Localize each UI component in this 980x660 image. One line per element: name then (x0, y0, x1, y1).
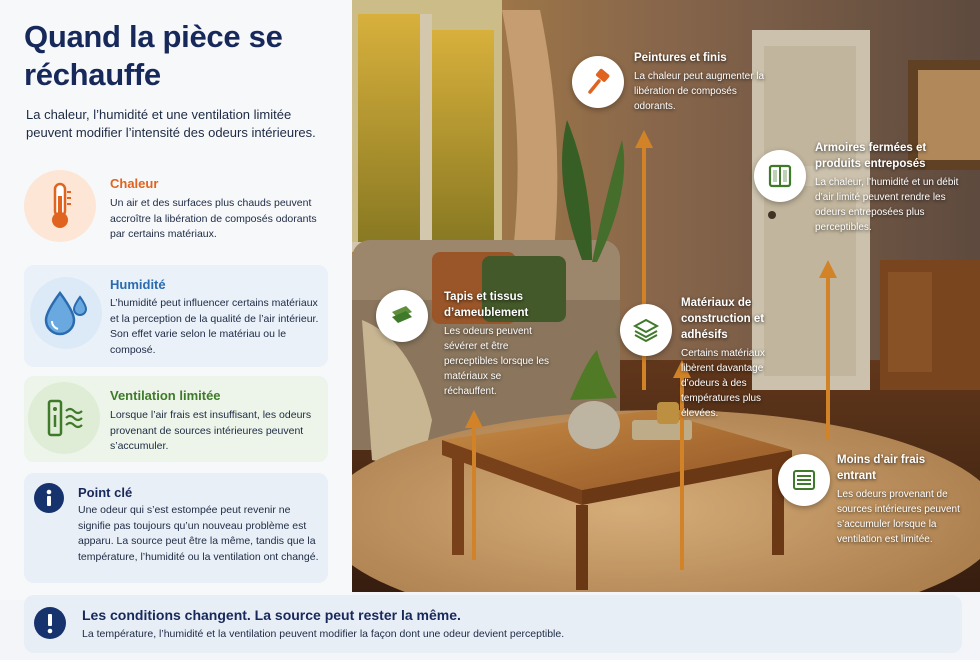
label-materials-title: Matériaux de construction et adhésifs (681, 297, 765, 341)
key-point-card (24, 473, 328, 583)
label-materials (681, 295, 797, 421)
label-fresh-air (837, 452, 961, 547)
label-fabrics (444, 289, 556, 399)
heat-title: Chaleur (110, 176, 159, 191)
label-paints-title: Peintures et finis (634, 52, 727, 64)
vent-grille-icon (778, 454, 830, 506)
label-fresh-air-title: Moins d’air frais entrant (837, 454, 926, 482)
label-paints-text: La chaleur peut augmenter la libération de composés odorants. (634, 71, 765, 112)
label-paints (634, 50, 774, 114)
label-cabinets (815, 140, 965, 235)
left-panel (0, 0, 352, 600)
intro-text: La chaleur, l’humidité et une ventilation limitée peuvent modifier l’intensité des odeurs intérieures. (26, 107, 316, 140)
layers-icon (620, 304, 672, 356)
water-drops-icon (30, 277, 102, 349)
info-icon (34, 607, 66, 639)
label-cabinets-title: Armoires fermées et produits entreposés (815, 142, 927, 170)
key-point-text: Une odeur qui s’est estompée peut revenir ne signifie pas toujours qu’un nouveau problème est apparu. La source peut être la même, tandis que la température, l’humidité ou la ventilation ont changé. (78, 504, 319, 563)
cabinet-icon (754, 150, 806, 202)
key-point-title: Point clé (78, 485, 133, 500)
label-fabrics-text: Les odeurs peuvent sévérer et être perceptibles lorsque les matériaux se réchauffent. (444, 326, 550, 397)
label-fabrics-title: Tapis et tissus d’ameublement (444, 291, 529, 319)
footer-title: Les conditions changent. La source peut rester la même. (82, 607, 461, 623)
footer-banner (24, 595, 962, 653)
heat-text: Un air et des surfaces plus chauds peuvent accroître la libération de composés odorants par certains matériaux. (110, 197, 317, 240)
label-cabinets-text: La chaleur, l’humidité et un débit d’air limité peuvent rendre les odeurs entreposées plus perceptibles. (815, 177, 959, 233)
paintbrush-icon (572, 56, 624, 108)
label-materials-text: Certains matériaux libèrent davantage d’odeurs à des températures plus élevées. (681, 348, 765, 419)
humidity-text: L’humidité peut influencer certains matériaux et la perception de la qualité de l’air intérieur. Son effet varie selon le matériau ou le composé. (110, 297, 319, 356)
footer-text: La température, l’humidité et la ventilation peuvent modifier la façon dont une odeur devient perceptible. (82, 628, 565, 640)
ventilation-title: Ventilation limitée (110, 388, 221, 403)
ventilation-card (24, 376, 328, 462)
info-icon (34, 483, 64, 513)
thermometer-icon (24, 170, 96, 242)
ventilation-icon (28, 382, 100, 454)
label-fresh-air-text: Les odeurs provenant de sources intérieures peuvent s’accumuler lorsque la ventilation est limitée. (837, 489, 960, 545)
humidity-title: Humidité (110, 277, 166, 292)
page-title: Quand la pièce se réchauffe (24, 19, 283, 92)
ventilation-text: Lorsque l’air frais est insuffisant, les odeurs provenant de sources intérieures peuvent s’accumuler. (110, 409, 312, 452)
fabric-icon (376, 290, 428, 342)
heat-card (24, 164, 328, 252)
humidity-card (24, 265, 328, 367)
room-illustration (352, 0, 980, 592)
